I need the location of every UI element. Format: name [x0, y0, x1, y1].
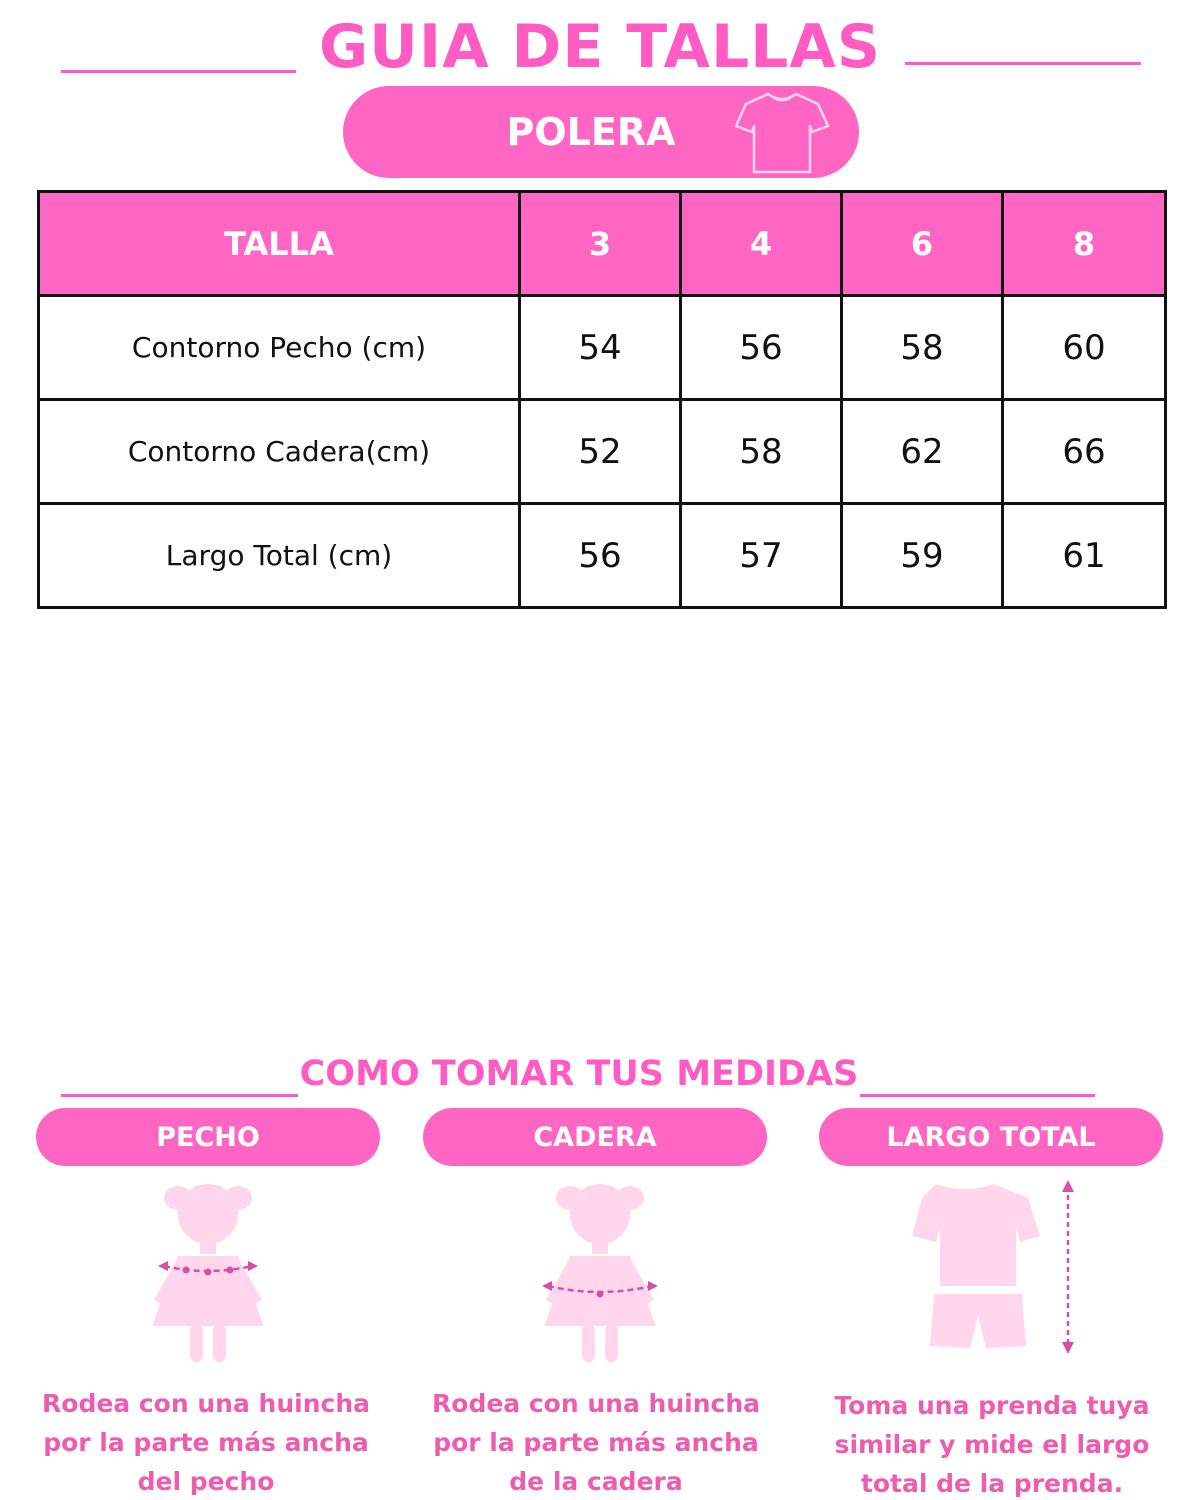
table-cell: 58	[842, 296, 1003, 400]
table-cell: 57	[681, 504, 842, 608]
table-header-row	[39, 192, 1166, 296]
table-cell: 56	[681, 296, 842, 400]
instruction-line: similar y mide el largo	[834, 1430, 1150, 1459]
garment-length-icon	[900, 1176, 1090, 1366]
instruction-line: Toma una prenda tuya	[834, 1391, 1150, 1420]
hip-card-badge	[423, 1108, 767, 1166]
length-card-badge	[819, 1108, 1163, 1166]
length-card-label: LARGO TOTAL	[886, 1121, 1096, 1153]
table-cell: 66	[1003, 400, 1166, 504]
hip-instructions	[416, 1384, 776, 1500]
table-row	[39, 504, 1166, 608]
size-table	[37, 190, 1167, 609]
table-cell: 52	[520, 400, 681, 504]
length-instructions	[812, 1386, 1172, 1500]
table-row	[39, 296, 1166, 400]
hip-card-label: CADERA	[533, 1121, 657, 1153]
instruction-line: del pecho	[137, 1467, 275, 1496]
instruction-line: por la parte más ancha	[43, 1428, 369, 1457]
chest-card-label: PECHO	[156, 1121, 260, 1153]
size-header-cell: 3	[520, 192, 681, 296]
section-rule-right	[860, 1094, 1095, 1097]
size-header-label: TALLA	[39, 192, 520, 296]
instruction-line: Rodea con una huincha	[432, 1389, 760, 1418]
section-rule-left	[61, 1094, 298, 1097]
table-row	[39, 400, 1166, 504]
section-title: COMO TOMAR TUS MEDIDAS	[299, 1054, 859, 1094]
instruction-line: total de la prenda.	[860, 1469, 1124, 1498]
instruction-line: de la cadera	[509, 1467, 683, 1496]
girl-chest-measure-icon	[108, 1176, 308, 1366]
size-header-cell: 8	[1003, 192, 1166, 296]
row-label: Largo Total (cm)	[39, 504, 520, 608]
table-cell: 61	[1003, 504, 1166, 608]
instruction-line: por la parte más ancha	[433, 1428, 759, 1457]
size-header-cell: 4	[681, 192, 842, 296]
girl-hip-measure-icon	[500, 1176, 700, 1366]
table-cell: 62	[842, 400, 1003, 504]
chest-card-badge	[36, 1108, 380, 1166]
row-label: Contorno Cadera(cm)	[39, 400, 520, 504]
page-title: GUIA DE TALLAS	[318, 12, 882, 82]
chest-instructions	[26, 1384, 386, 1500]
garment-label: POLERA	[506, 110, 676, 154]
table-cell: 58	[681, 400, 842, 504]
size-header-cell: 6	[842, 192, 1003, 296]
table-cell: 56	[520, 504, 681, 608]
instruction-line: Rodea con una huincha	[42, 1389, 370, 1418]
table-cell: 60	[1003, 296, 1166, 400]
table-cell: 54	[520, 296, 681, 400]
row-label: Contorno Pecho (cm)	[39, 296, 520, 400]
table-cell: 59	[842, 504, 1003, 608]
tshirt-icon	[732, 86, 832, 178]
